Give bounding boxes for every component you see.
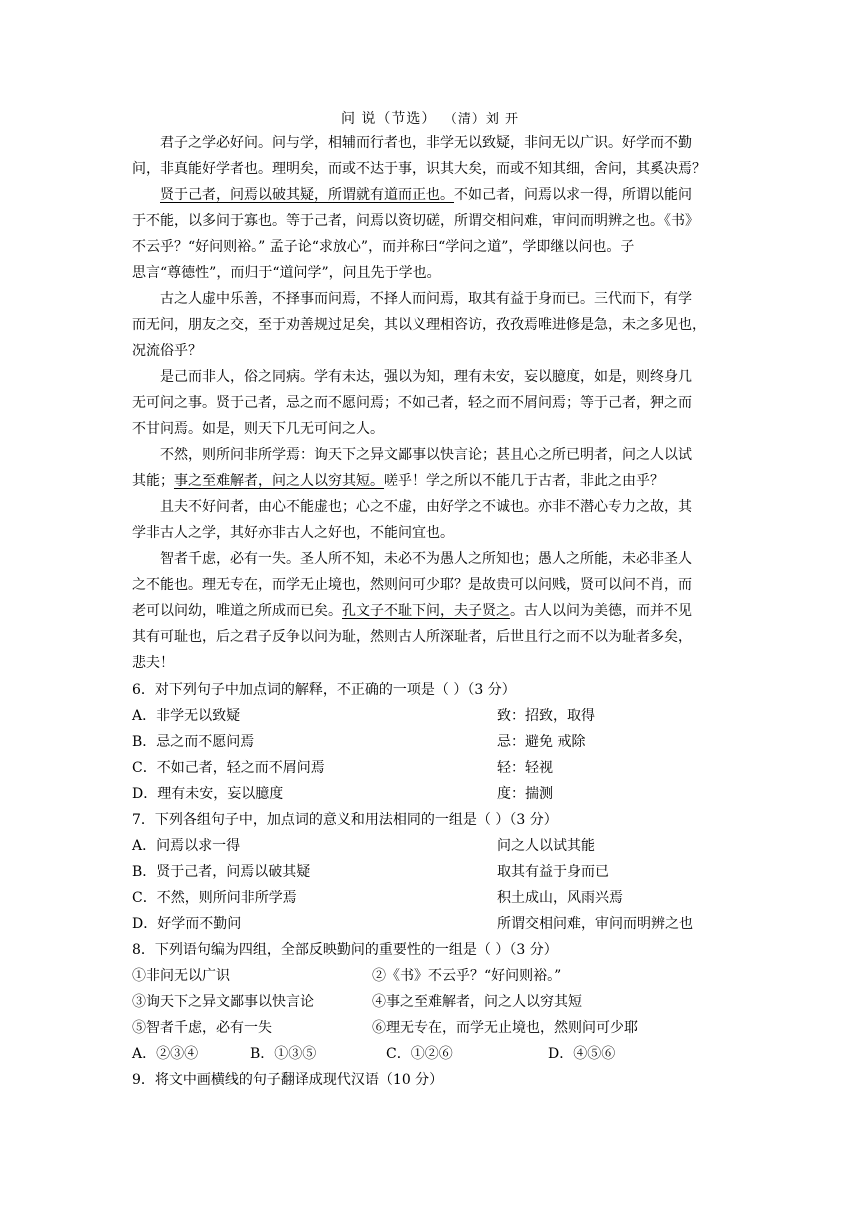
title-text: 问 说（节选） [340, 111, 437, 127]
title-author: （清）刘 开 [450, 112, 520, 127]
passage-line: 于不能，以多问于寡也。等于己者，问焉以资切磋，所谓交相问难，审问而明辨之也。《书》 [132, 213, 699, 229]
passage-line: 是己而非人，俗之同病。学有未达，强以为知，理有未安，妄以臆度，如是，则终身几 [160, 369, 692, 385]
passage-line: 之不能也。理无专在，而学无止境也，然则问可少耶？是故贵可以问贱，贤可以问不肖，而 [132, 577, 692, 593]
question-6-stem: 6．对下列句子中加点词的解释，不正确的一项是（ ）（3 分） [132, 682, 516, 698]
passage-line: 君子之学必好问。问与学，相辅而行者也，非学无以致疑，非问无以广识。好学而不勤 [160, 135, 692, 151]
question-8-items-row: ③询天下之异文鄙事以快言论 ④事之至难解者，问之人以穷其短 [132, 994, 582, 1010]
passage-line: 且夫不好问者，由心不能虚也；心之不虚，由好学之不诚也。亦非不潜心专力之故，其 [160, 499, 692, 515]
passage-line: 老可以问幼，唯道之所成而已矣。孔文子不耻下问，夫子贤之。古人以问为美德，而并不见 [132, 603, 692, 619]
question-7-option-d: D．好学而不勤问 所谓交相问难，审问而明辨之也 [132, 916, 693, 932]
question-6-option-c: C．不如己者，轻之而不屑问焉 轻：轻视 [132, 760, 553, 776]
passage-line: 思言“尊德性”，而归于“道问学”，问且先于学也。 [132, 265, 441, 281]
passage-line: 不甘问焉。如是，则天下几无可问之人。 [132, 421, 384, 437]
passage-line: 学非古人之学，其好亦非古人之好也，不能问宜也。 [132, 525, 454, 541]
passage-line: 况流俗乎？ [132, 343, 202, 359]
underlined-sentence-3: 孔文子不耻下问，夫子贤之 [342, 603, 510, 619]
question-7-option-b: B．贤于己者，问焉以破其疑 取其有益于身而已 [132, 864, 609, 880]
question-7-option-a: A．问焉以求一得 问之人以试其能 [132, 838, 595, 854]
question-8-option-c: C．①②⑥ [386, 1046, 453, 1062]
passage-line: 贤于己者，问焉以破其疑，所谓就有道而正也。不如己者，问焉以求一得，所谓以能问 [160, 187, 692, 203]
passage-line: 不云乎？“好问则裕。” 孟子论“求放心”，而并称曰“学问之道”，学即继以问也。子 [132, 239, 635, 255]
question-8-items-row: ⑤智者千虑，必有一失 ⑥理无专在，而学无止境也，然则问可少耶 [132, 1020, 638, 1036]
passage-title [0, 108, 860, 128]
question-8-items-row: ①非问无以广识 ②《书》不云乎？“好问则裕。” [132, 968, 562, 984]
question-8-stem: 8．下列语句编为四组，全部反映勤问的重要性的一组是（ ）（3 分） [132, 942, 558, 958]
question-9-stem: 9．将文中画横线的句子翻译成现代汉语（10 分） [132, 1072, 444, 1088]
passage-line: 不然，则所问非所学焉：询天下之异文鄙事以快言论；甚且心之所已明者，问之人以试 [160, 447, 692, 463]
passage-line: 智者千虑，必有一失。圣人所不知，未必不为愚人之所知也；愚人之所能，未必非圣人 [160, 551, 692, 567]
passage-line: 问，非真能好学者也。理明矣，而或不达于事，识其大矣，而或不知其细，舍问，其奚决焉？ [132, 161, 706, 177]
question-7-stem: 7．下列各组句子中，加点词的意义和用法相同的一组是（ ）（3 分） [132, 812, 558, 828]
question-6-option-b: B．忌之而不愿问焉 忌：避免 戒除 [132, 734, 586, 750]
question-6-option-a: A．非学无以致疑 致：招致，取得 [132, 708, 595, 724]
passage-line: 而无问，朋友之交，至于劝善规过足矣，其以义理相咨访，孜孜焉唯进修是急，未之多见也， [132, 317, 706, 333]
underlined-sentence-2: 事之至难解者，问之人以穷其短。 [174, 473, 384, 489]
question-7-option-c: C．不然，则所问非所学焉 积土成山，风雨兴焉 [132, 890, 623, 906]
passage-line: 古之人虚中乐善，不择事而问焉，不择人而问焉，取其有益于身而已。三代而下，有学 [160, 291, 692, 307]
passage-line: 悲夫！ [132, 655, 174, 671]
question-8-option-d: D．④⑤⑥ [548, 1046, 616, 1062]
passage-line: 无可问之事。贤于己者，忌之而不愿问焉；不如己者，轻之而不屑问焉；等于己者，狎之而 [132, 395, 692, 411]
question-8-option-a: A．②③④ [132, 1046, 199, 1062]
passage-line: 其能；事之至难解者，问之人以穷其短。嗟乎！学之所以不能几于古者，非此之由乎？ [132, 473, 664, 489]
question-8-option-b: B．①③⑤ [250, 1046, 317, 1062]
question-6-option-d: D．理有未安，妄以臆度 度：揣测 [132, 786, 553, 802]
passage-line: 其有可耻也，后之君子反争以问为耻，然则古人所深耻者，后世且行之而不以为耻者多矣， [132, 629, 692, 645]
underlined-sentence-1: 贤于己者，问焉以破其疑，所谓就有道而正也。 [160, 187, 454, 203]
